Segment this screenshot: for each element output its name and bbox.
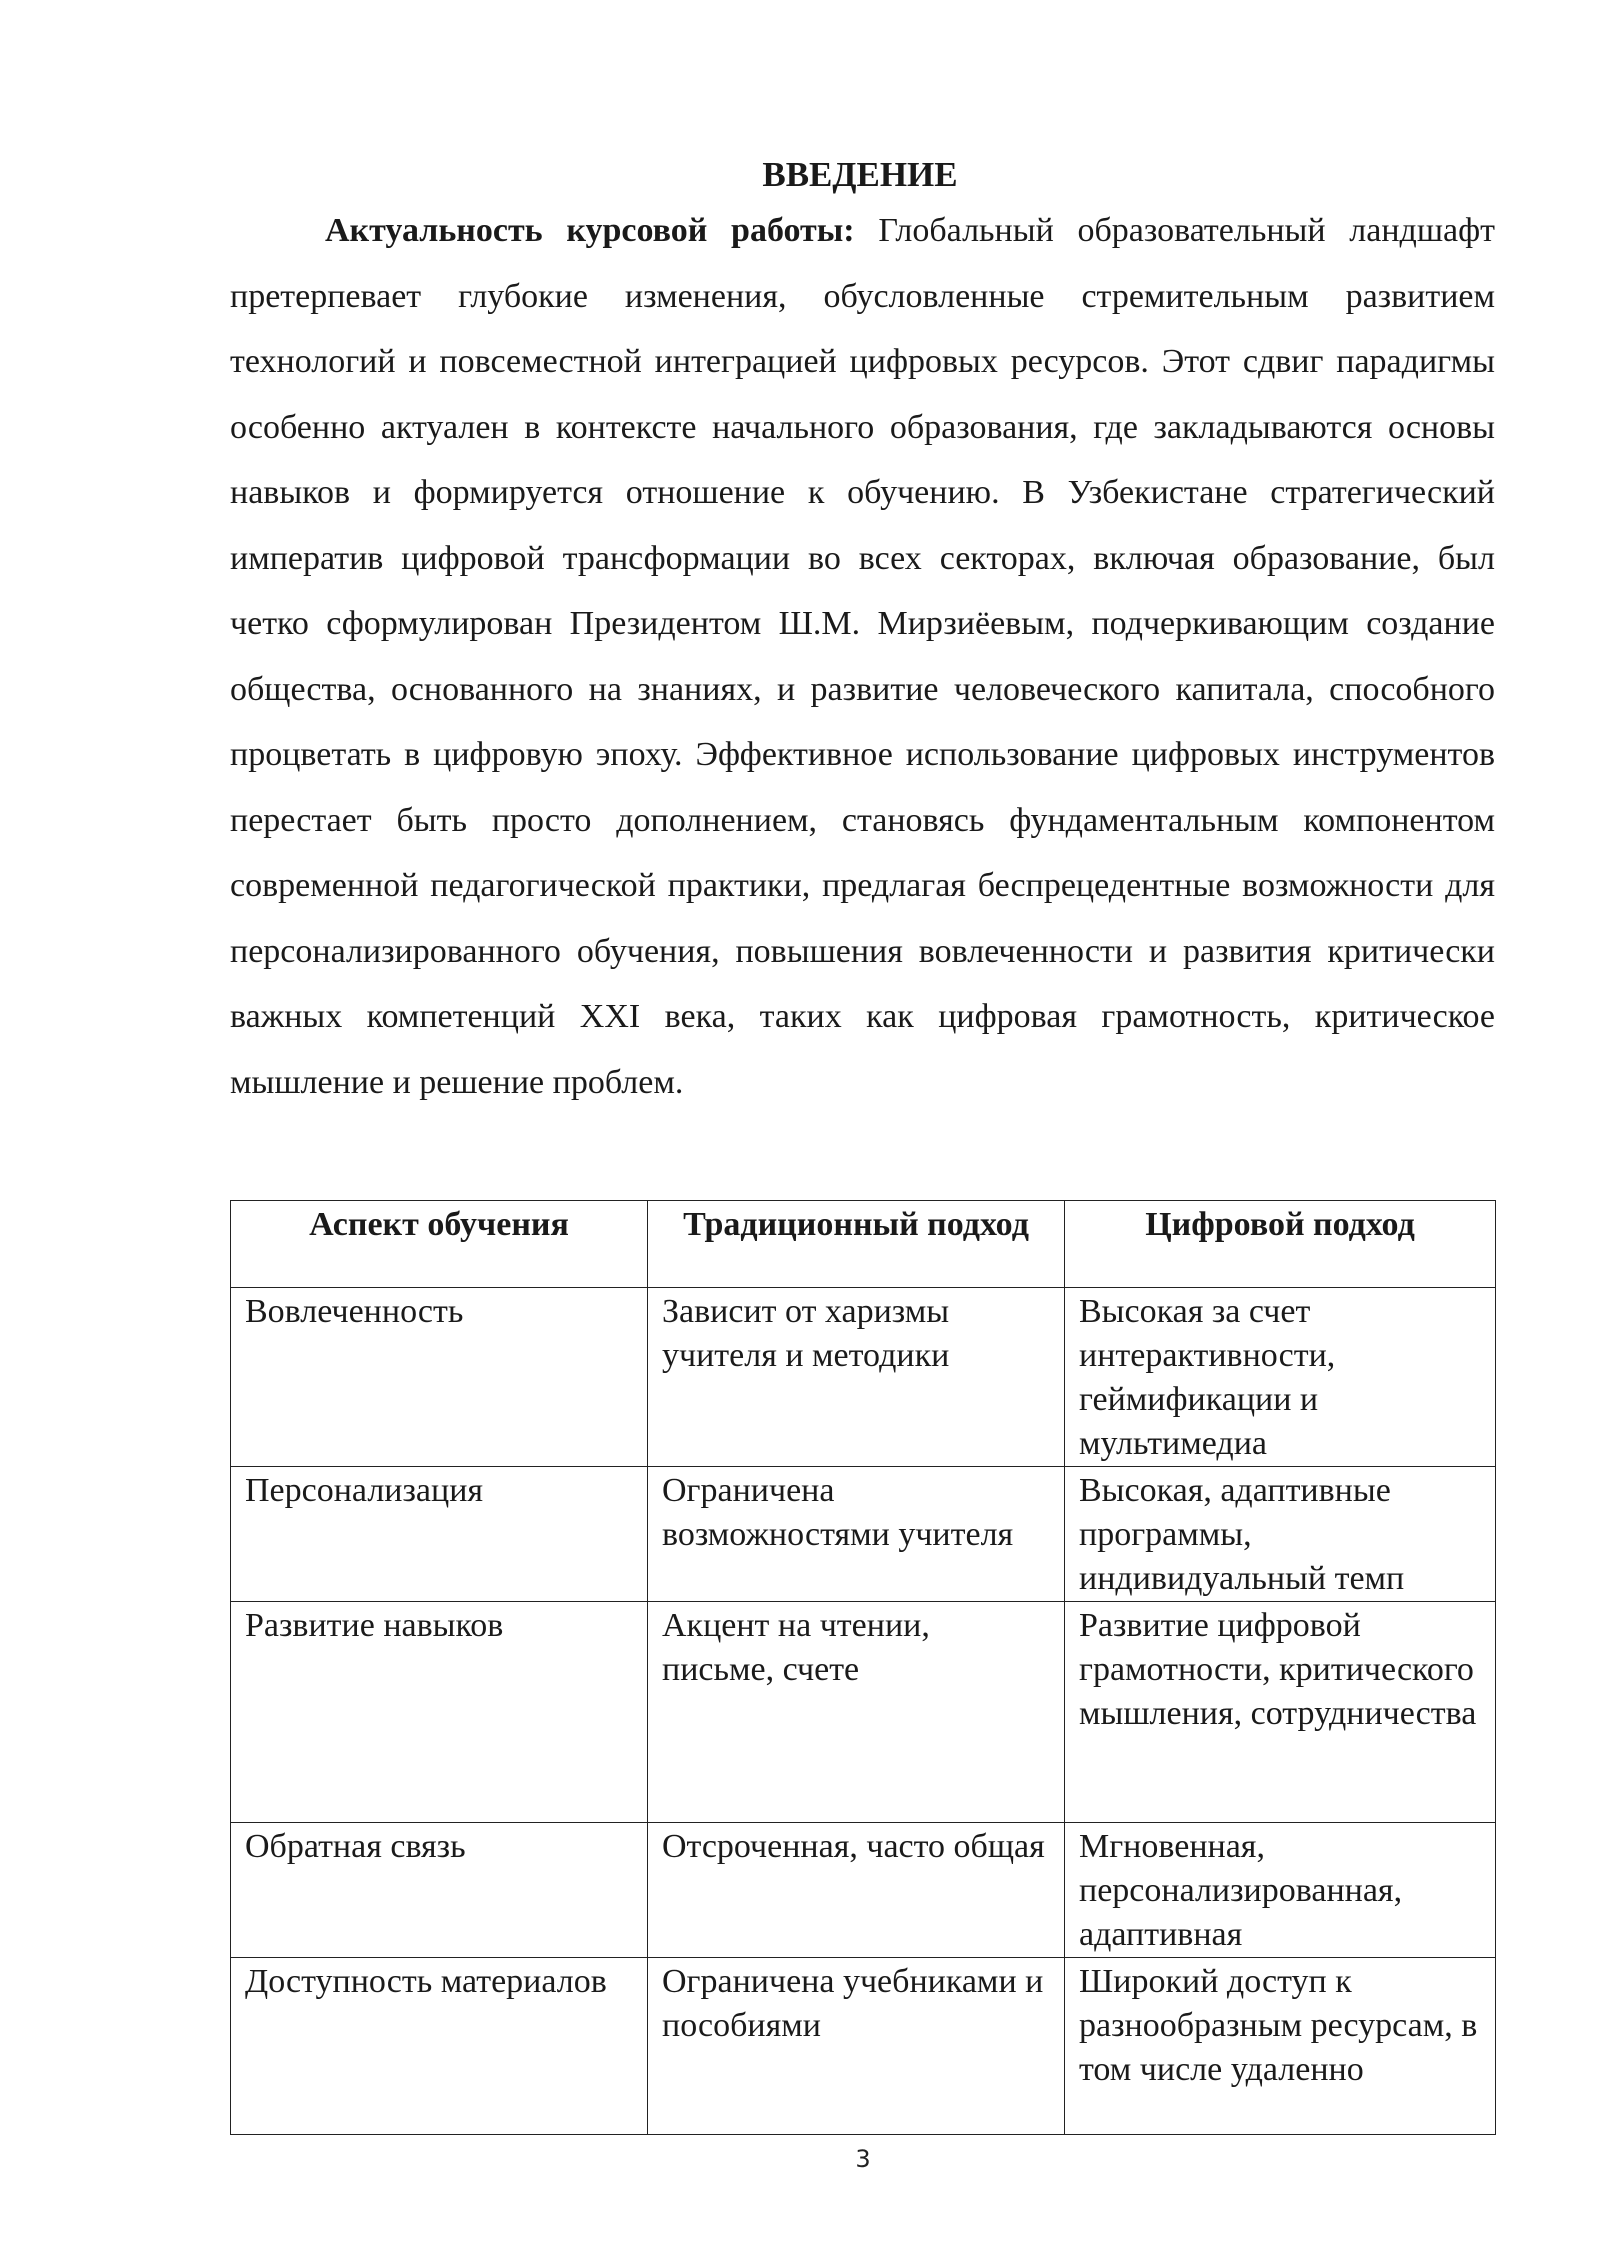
table-cell-digital: Мгновенная, персонализированная, адаптивная	[1065, 1823, 1496, 1958]
section-title: ВВЕДЕНИЕ	[762, 155, 958, 194]
table-cell-traditional: Зависит от харизмы учителя и методики	[648, 1288, 1065, 1467]
table-cell-traditional: Отсроченная, часто общая	[648, 1823, 1065, 1958]
table-cell-digital: Высокая, адаптивные программы, индивидуальный темп	[1065, 1467, 1496, 1602]
intro-label: Актуальность курсовой работы:	[325, 212, 855, 249]
intro-paragraph	[230, 198, 1495, 1115]
table-cell-traditional: Акцент на чтении, письме, счете	[648, 1602, 1065, 1823]
table-cell-aspect: Персонализация	[231, 1467, 648, 1602]
table-row	[231, 1467, 1496, 1602]
table-header-row	[231, 1201, 1496, 1288]
header-aspect: Аспект обучения	[231, 1201, 648, 1288]
table-cell-traditional: Ограничена учебниками и пособиями	[648, 1958, 1065, 2135]
header-traditional: Традиционный подход	[648, 1201, 1065, 1288]
table-row	[231, 1602, 1496, 1823]
table-cell-digital: Высокая за счет интерактивности, геймификации и мультимедиа	[1065, 1288, 1496, 1467]
table-cell-aspect: Развитие навыков	[231, 1602, 648, 1823]
table-row	[231, 1958, 1496, 2135]
intro-text: Глобальный образовательный ландшафт претерпевает глубокие изменения, обусловленные стремительным развитием технологий и повсеместной интеграцией цифровых ресурсов. Этот сдвиг парадигмы особенно актуален в контексте начального образования, где закладываются основы навыков и формируется отношение к обучению. В Узбекистане стратегический императив цифровой трансформации во всех секторах, включая образование, был четко сформулирован Президентом Ш.М. Мирзиёевым, подчеркивающим создание общества, основанного на знаниях, и развитие человеческого капитала, способного процветать в цифровую эпоху. Эффективное использование цифровых инструментов перестает быть просто дополнением, становясь фундаментальным компонентом современной педагогической практики, предлагая беспрецедентные возможности для персонализированного обучения, повышения вовлеченности и развития критически важных компетенций XXI века, таких как цифровая грамотность, критическое мышление и решение проблем.	[230, 212, 1495, 1101]
page-number: 3	[855, 2145, 871, 2173]
table-cell-aspect: Доступность материалов	[231, 1958, 648, 2135]
header-digital: Цифровой подход	[1065, 1201, 1496, 1288]
table-cell-digital: Развитие цифровой грамотности, критического мышления, сотрудничества	[1065, 1602, 1496, 1823]
table-cell-digital: Широкий доступ к разнообразным ресурсам, в том числе удаленно	[1065, 1958, 1496, 2135]
table-row	[231, 1288, 1496, 1467]
table-cell-aspect: Обратная связь	[231, 1823, 648, 1958]
table-row	[231, 1823, 1496, 1958]
table-cell-aspect: Вовлеченность	[231, 1288, 648, 1467]
table-cell-traditional: Ограничена возможностями учителя	[648, 1467, 1065, 1602]
comparison-table	[230, 1200, 1496, 2135]
